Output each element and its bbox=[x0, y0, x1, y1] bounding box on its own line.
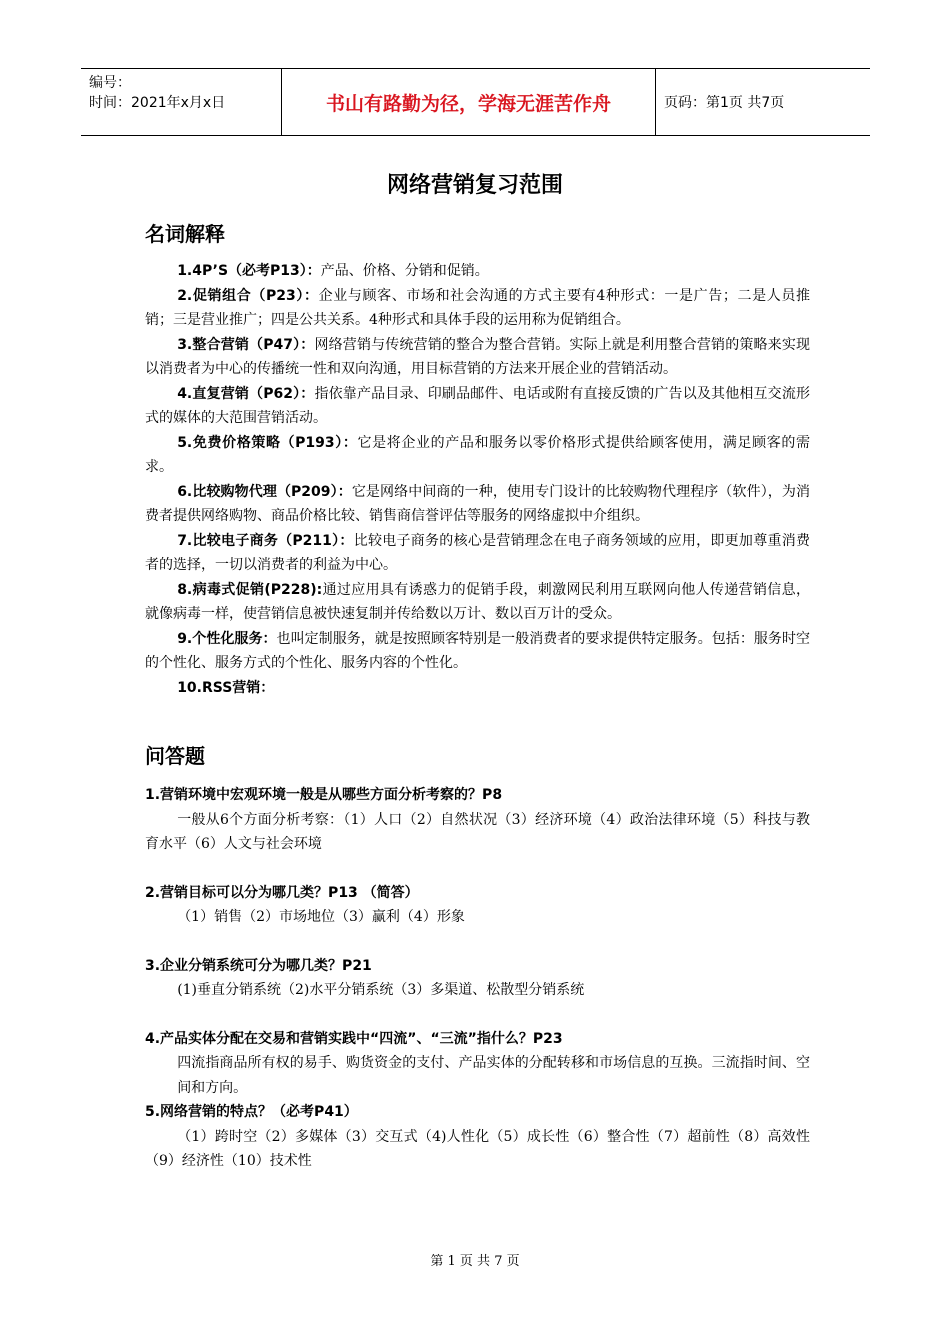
document-body bbox=[145, 218, 810, 1174]
term-item bbox=[145, 431, 810, 480]
answer: (1)垂直分销系统（2)水平分销系统（3）多渠道、松散型分销系统 bbox=[177, 982, 585, 998]
terms-list bbox=[145, 259, 810, 700]
page-title: 网络营销复习范围 bbox=[386, 173, 563, 198]
header-table bbox=[81, 68, 870, 136]
question: 4.产品实体分配在交易和营销实践中“四流”、“三流”指什么？P23 bbox=[145, 1030, 563, 1047]
term-name: 2.促销组合（P23）： bbox=[177, 287, 319, 304]
term-item bbox=[145, 529, 810, 578]
term-item bbox=[145, 259, 810, 284]
term-definition: 指依靠产品目录、印刷品邮件、电话或附有直接反馈的广告以及其他相互交流形式的媒体的大范围营销活动。 bbox=[145, 385, 811, 426]
term-definition: 它是将企业的产品和服务以零价格形式提供给顾客使用，满足顾客的需求。 bbox=[145, 434, 811, 475]
number-label: 编号： bbox=[89, 75, 131, 91]
question: 1.营销环境中宏观环境一般是从哪些方面分析考察的？P8 bbox=[145, 787, 503, 803]
term-item bbox=[145, 480, 810, 529]
spacer bbox=[145, 1003, 810, 1027]
header-motto: 书山有路勤为径，学海无涯苦作舟 bbox=[281, 69, 656, 135]
term-item bbox=[145, 333, 810, 382]
terms-heading: 名词解释 bbox=[145, 222, 225, 246]
answer: 四流指商品所有权的易手、购货资金的支付、产品实体的分配转移和市场信息的互换。三流指时间、空间和方向。 bbox=[177, 1055, 810, 1096]
term-definition: 通过应用具有诱惑力的促销手段，刺激网民利用互联网向他人传递营销信息，就像病毒一样，使营销信息被快速复制并传给数以万计、数以百万计的受众。 bbox=[145, 581, 810, 622]
term-definition: 它是网络中间商的一种，使用专门设计的比较购物代理程序（软件），为消费者提供网络购物、商品价格比较、销售商信誉评估等服务的网络虚拟中介组织。 bbox=[145, 483, 811, 524]
term-item bbox=[145, 382, 810, 431]
term-name: 3.整合营销（P47）： bbox=[177, 336, 315, 353]
qa-list bbox=[145, 783, 810, 1174]
term-definition: 网络营销与传统营销的整合为整合营销。实际上就是利用整合营销的策略来实现以消费者为中心的传播统一性和双向沟通，用目标营销的方法来开展企业的营销活动。 bbox=[145, 336, 811, 377]
term-name: 7.比较电子商务（P211）： bbox=[177, 532, 354, 549]
term-item bbox=[145, 284, 810, 333]
spacer bbox=[145, 930, 810, 954]
answer: （1）跨时空（2）多媒体（3）交互式（4)人性化（5）成长性（6）整合性（7）超前性（8）高效性（9）经济性（10）技术性 bbox=[145, 1128, 810, 1169]
header-meta bbox=[81, 69, 281, 135]
page-footer: 第 1 页 共 7 页 bbox=[430, 1254, 520, 1269]
answer: （1）销售（2）市场地位（3）赢利（4）形象 bbox=[177, 909, 465, 925]
term-item bbox=[145, 627, 810, 676]
header-page-info: 页码：第1页 共7页 bbox=[664, 95, 785, 111]
term-name: 10.RSS营销： bbox=[177, 679, 275, 696]
term-name: 6.比较购物代理（P209）： bbox=[177, 483, 352, 500]
question: 3.企业分销系统可分为哪几类？P21 bbox=[145, 957, 372, 974]
term-name: 1.4P’S（必考P13）： bbox=[177, 263, 321, 279]
term-name: 9.个性化服务： bbox=[177, 630, 277, 647]
spacer bbox=[145, 857, 810, 881]
term-definition: 产品、价格、分销和促销。 bbox=[320, 263, 489, 279]
term-item bbox=[145, 578, 810, 627]
term-definition: 企业与顾客、市场和社会沟通的方式主要有4种形式：一是广告；二是人员推销；三是营业推广；四是公共关系。4种形式和具体手段的运用称为促销组合。 bbox=[145, 287, 811, 328]
question: 2.营销目标可以分为哪几类？P13 （简答） bbox=[145, 884, 419, 901]
term-name: 8.病毒式促销(P228): bbox=[177, 581, 323, 598]
answer: 一般从6个方面分析考察：（1）人口（2）自然状况（3）经济环境（4）政治法律环境（5）科技与教育水平（6）人文与社会环境 bbox=[145, 811, 810, 852]
term-name: 5.免费价格策略（P193）： bbox=[177, 434, 358, 451]
qa-heading: 问答题 bbox=[145, 744, 205, 768]
term-definition: 比较电子商务的核心是营销理念在电子商务领域的应用，即更加尊重消费者的选择，一切以消费者的利益为中心。 bbox=[145, 532, 811, 573]
term-item bbox=[145, 676, 810, 701]
term-name: 4.直复营销（P62）： bbox=[177, 385, 315, 402]
term-definition: 也叫定制服务，就是按照顾客特别是一般消费者的要求提供特定服务。包括：服务时空的个性化、服务方式的个性化、服务内容的个性化。 bbox=[145, 630, 811, 671]
question: 5.网络营销的特点？（必考P41） bbox=[145, 1104, 358, 1120]
date-label: 时间：2021年x月x日 bbox=[89, 95, 226, 111]
